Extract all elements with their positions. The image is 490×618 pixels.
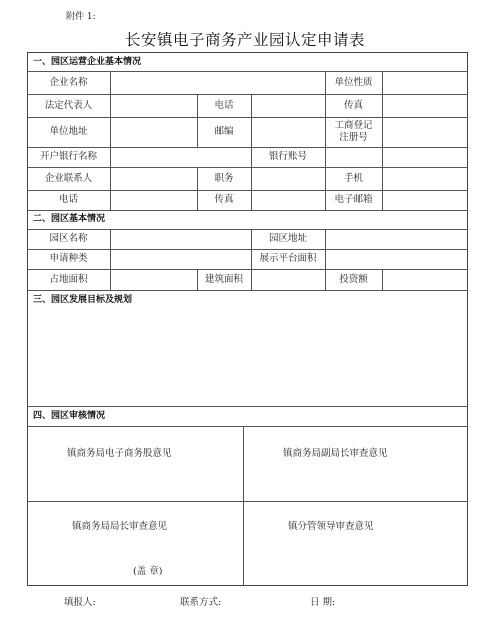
form-title: 长安镇电子商务产业园认定申请表	[124, 31, 365, 49]
table-rule	[110, 229, 111, 290]
label-company-nature: 单位性质	[334, 76, 373, 88]
label-park-address: 园区地址	[268, 233, 307, 244]
label-director-opinion: 镇商务局局长审查意见	[72, 521, 168, 532]
label-postcode: 邮编	[214, 126, 234, 137]
label-legal-representative: 法定代表人	[44, 99, 93, 111]
label-mobile: 手机	[343, 172, 363, 184]
label-contact-method: 联系方式:	[180, 597, 222, 608]
table-rule	[251, 167, 252, 210]
label-date: 日 期:	[310, 597, 336, 608]
table-rule	[27, 501, 468, 502]
label-business-registration-line2: 注册号	[339, 132, 368, 143]
label-application-type: 申请种类	[49, 253, 88, 264]
label-bank-account: 银行账号	[268, 151, 307, 162]
label-business-registration-number	[325, 117, 382, 147]
table-rule	[27, 406, 468, 407]
label-contact-phone: 电话	[58, 194, 78, 205]
label-company-name: 企业名称	[49, 76, 88, 88]
label-company-contact: 企业联系人	[44, 172, 93, 184]
table-rule	[27, 210, 468, 211]
section-heading-operator: 一、园区运营企业基本情况	[33, 57, 142, 67]
label-town-leader-opinion: 镇分管领导审查意见	[288, 521, 374, 532]
table-rule	[382, 269, 383, 290]
section-heading-review: 四、园区审核情况	[33, 411, 106, 421]
label-phone: 电话	[214, 99, 234, 111]
table-rule	[27, 426, 468, 427]
section-heading-park-basics: 二、园区基本情况	[33, 214, 106, 224]
label-filled-by: 填报人:	[64, 597, 96, 608]
table-rule	[382, 71, 383, 210]
label-business-registration-line1: 工商登记	[334, 120, 373, 131]
attachment-label: 附件 1:	[66, 12, 96, 22]
label-email: 电子邮箱	[334, 194, 373, 205]
label-park-name: 园区名称	[49, 233, 88, 244]
label-contact-fax: 传真	[214, 194, 234, 205]
label-building-area: 建筑面积	[204, 273, 243, 285]
label-investment: 投资额	[339, 273, 368, 285]
section-heading-development-plan: 三、园区发展目标及规划	[33, 295, 133, 305]
label-display-platform-area: 展示平台面积	[259, 253, 317, 264]
label-bank-name: 开户银行名称	[39, 151, 97, 162]
label-fax: 传真	[343, 99, 363, 111]
table-rule	[243, 426, 244, 586]
table-rule	[325, 147, 326, 167]
label-company-address: 单位地址	[49, 126, 88, 137]
label-land-area: 占地面积	[49, 273, 88, 285]
label-seal: (盖 章)	[133, 566, 163, 577]
label-position: 职务	[214, 172, 234, 184]
table-rule	[110, 71, 111, 210]
table-rule	[251, 94, 252, 147]
table-rule	[27, 290, 468, 291]
label-ecommerce-section-opinion: 镇商务局电子商务股意见	[67, 448, 172, 459]
label-deputy-director-opinion: 镇商务局副局长审查意见	[283, 448, 388, 459]
